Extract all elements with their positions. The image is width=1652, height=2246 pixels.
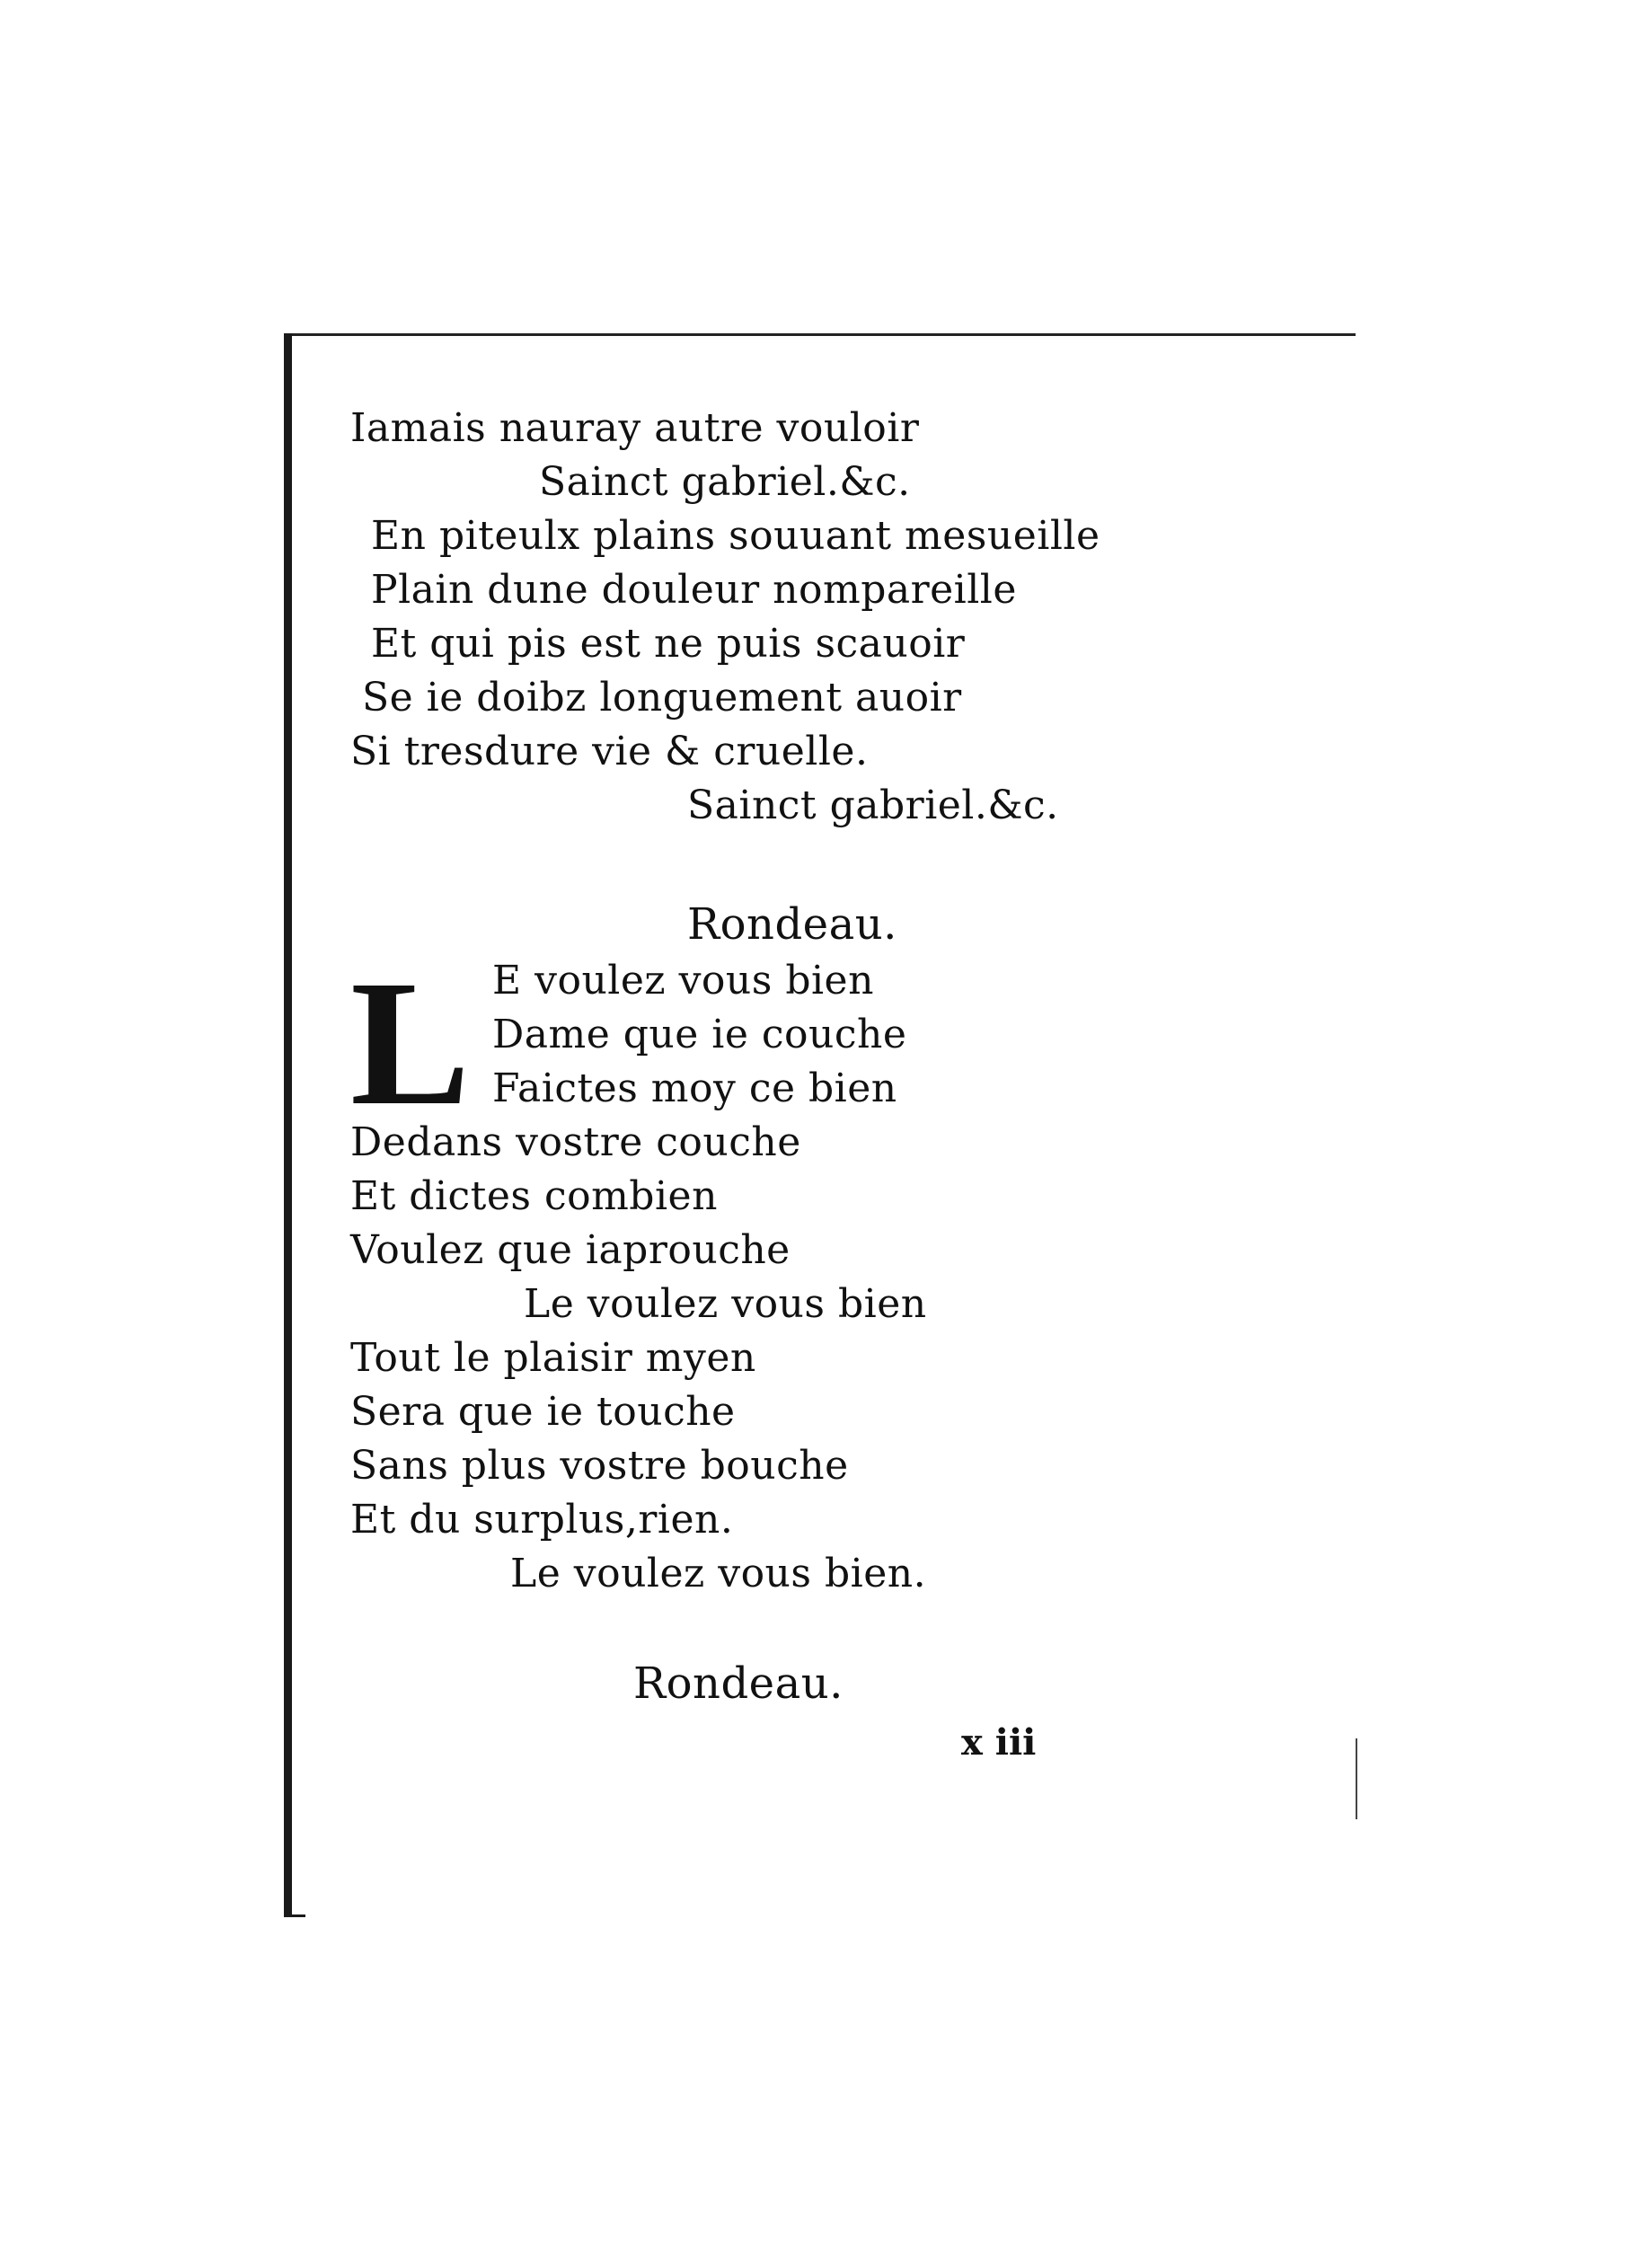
rondeau-line: Dame que ie couche [492, 1012, 907, 1057]
verse-line: Et qui pis est ne puis scauoir [371, 621, 966, 667]
top-rule [284, 333, 1356, 336]
rondeau-refrain: Le voulez vous bien. [510, 1551, 927, 1596]
drop-cap: L [350, 944, 471, 1143]
rondeau-refrain: Le voulez vous bien [524, 1281, 927, 1327]
rondeau-line: E voulez vous bien [492, 958, 874, 1004]
rondeau-line: Dedans vostre couche [350, 1119, 801, 1165]
rondeau-title: Rondeau. [687, 899, 897, 950]
rondeau-line: Sans plus vostre bouche [350, 1443, 849, 1489]
refrain-line: Sainct gabriel.&c. [539, 459, 911, 505]
left-margin-rule-foot [284, 1914, 305, 1917]
signature-mark: x iii [961, 1721, 1037, 1764]
rondeau-line: Sera que ie touche [350, 1389, 736, 1435]
next-rondeau-title: Rondeau. [633, 1658, 844, 1709]
verse-line: Plain dune douleur nompareille [371, 567, 1017, 613]
right-edge-mark [1356, 1738, 1357, 1819]
verse-line: Iamais nauray autre vouloir [350, 405, 920, 451]
rondeau-line: Voulez que iaprouche [350, 1227, 791, 1273]
verse-line: Se ie doibz longuement auoir [362, 675, 962, 721]
rondeau-line: Tout le plaisir myen [350, 1335, 756, 1381]
verse-line: Si tresdure vie & cruelle. [350, 729, 869, 774]
refrain-line: Sainct gabriel.&c. [687, 783, 1059, 828]
left-margin-rule [284, 333, 292, 1917]
rondeau-line: Et du surplus,rien. [350, 1497, 734, 1543]
rondeau-line: Et dictes combien [350, 1173, 718, 1219]
rondeau-line: Faictes moy ce bien [492, 1066, 897, 1111]
verse-line: En piteulx plains souuant mesueille [371, 513, 1100, 559]
